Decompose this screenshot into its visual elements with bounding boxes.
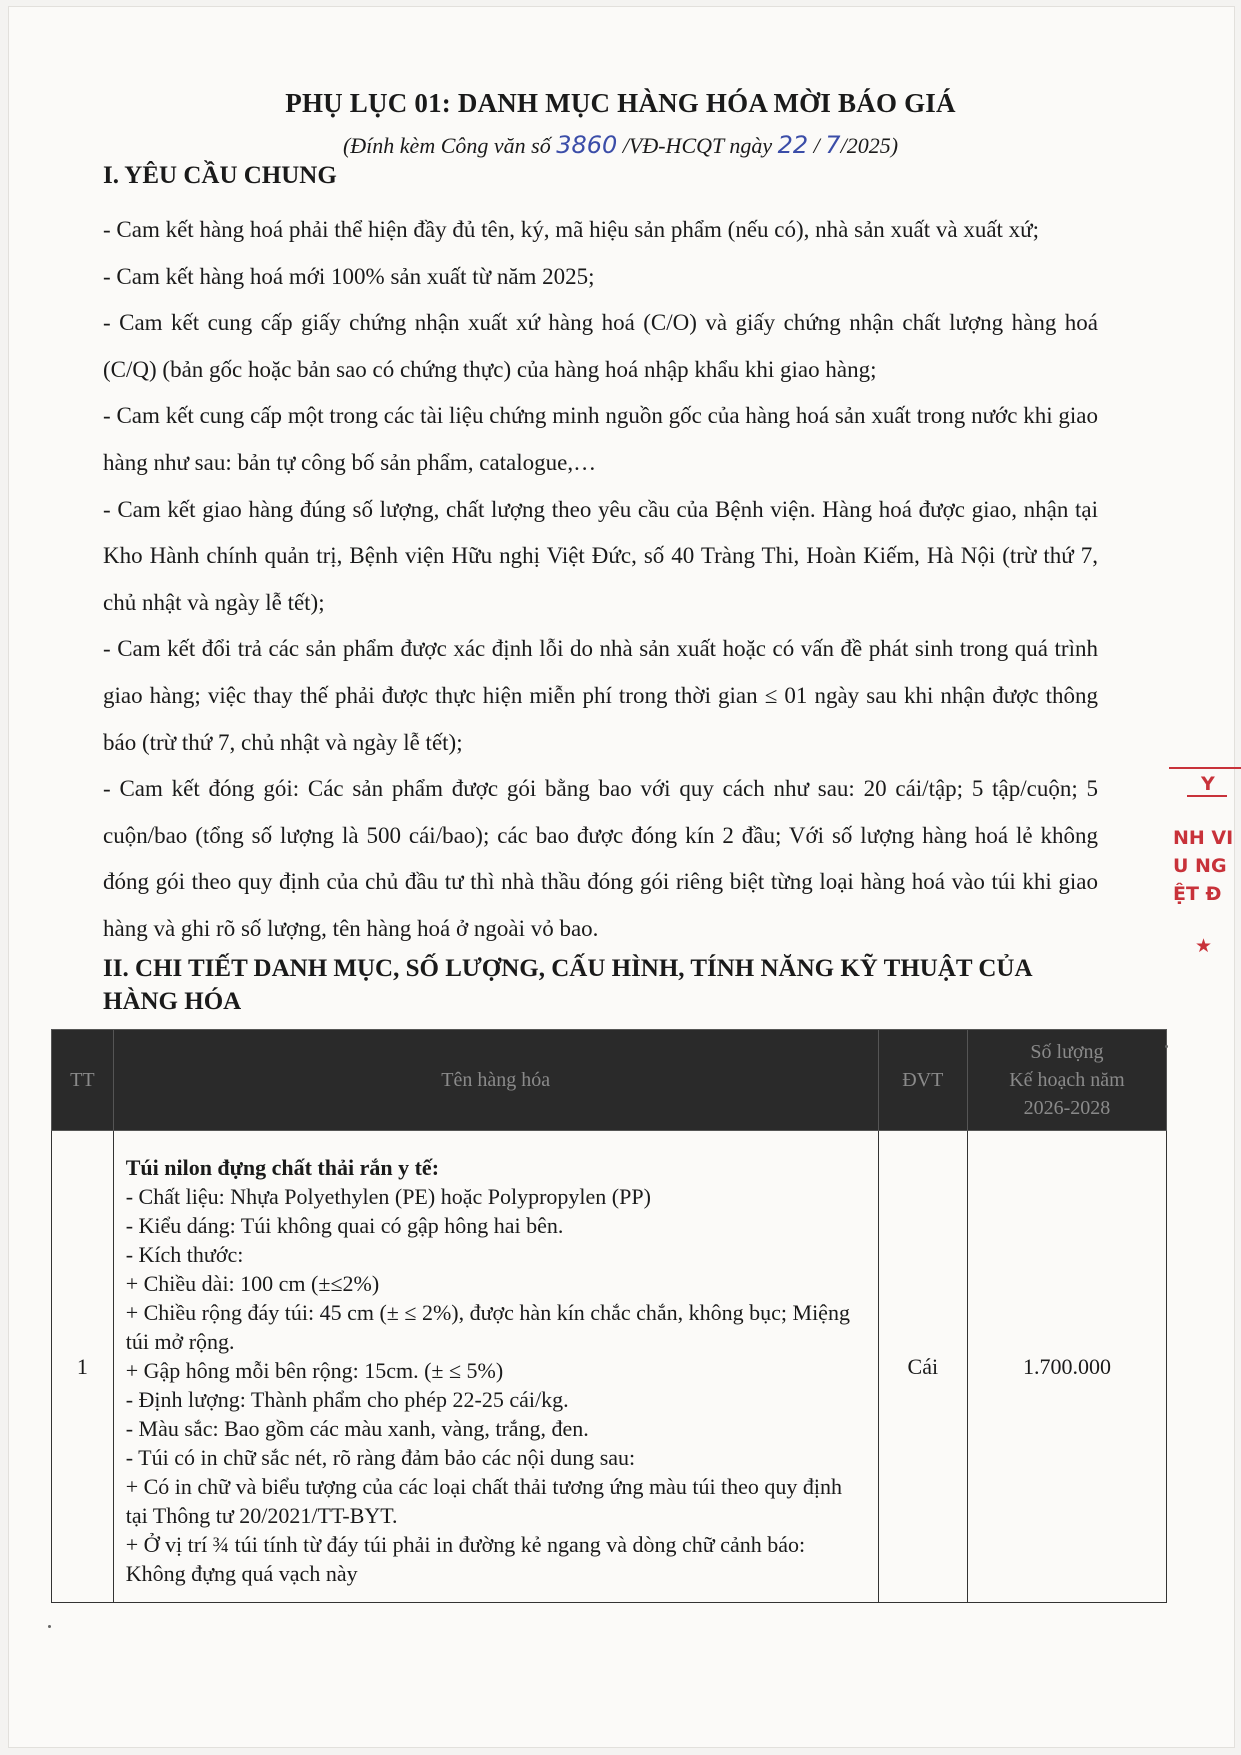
seal-text: ỆT Đ (1173, 883, 1222, 905)
section-2-heading: II. CHI TIẾT DANH MỤC, SỐ LƯỢNG, CẤU HÌNH, TÍNH NĂNG KỸ THUẬT CỦA HÀNG HÓA (103, 955, 1032, 1015)
requirement-paragraph: - Cam kết hàng hoá mới 100% sản xuất từ năm 2025; (103, 263, 595, 289)
spec-line: - Định lượng: Thành phẩm cho phép 22-25 cái/kg. (125, 1387, 569, 1412)
spec-line: - Kích thước: (125, 1242, 244, 1267)
table-row (52, 1131, 1167, 1603)
section-1-body (103, 207, 1098, 953)
goods-table (51, 1029, 1167, 1603)
attachment-reference (0, 131, 1241, 159)
seal-arc (1169, 767, 1241, 769)
red-seal-stamp (1165, 755, 1241, 965)
requirement-paragraph: - Cam kết đổi trả các sản phẩm được xác định lỗi do nhà sản xuất hoặc có vấn đề phát sinh trong quá trình giao hàng; việc thay thế phải được thực hiện miễn phí trong thời gian ≤ 01 ngày sau khi nhận được thông báo (trừ thứ 7, chủ nhật và ngày lễ tết); (103, 636, 1098, 755)
requirement-paragraph: - Cam kết cung cấp giấy chứng nhận xuất xứ hàng hoá (C/O) và giấy chứng nhận chất lượng hàng hoá (C/Q) (bản gốc hoặc bản sao có chứng thực) của hàng hoá nhập khẩu khi giao hàng; (103, 310, 1098, 382)
spec-line: - Kiểu dáng: Túi không quai có gập hông hai bên. (125, 1213, 564, 1238)
seal-star: ★ (1195, 935, 1213, 957)
requirement-paragraph: - Cam kết giao hàng đúng số lượng, chất lượng theo yêu cầu của Bệnh viện. Hàng hoá được giao, nhận tại Kho Hành chính quản trị, Bệnh viện Hữu nghị Việt Đức, số 40 Tràng Thi, Hoàn Kiếm, Hà Nội (trừ thứ 7, chủ nhật và ngày lễ tết); (103, 496, 1098, 615)
scan-dot (1165, 1045, 1168, 1048)
page-title: PHỤ LỤC 01: DANH MỤC HÀNG HÓA MỜI BÁO GIÁ (285, 88, 956, 118)
item-title: Túi nilon đựng chất thải rắn y tế: (125, 1155, 440, 1180)
header-unit: ĐVT (878, 1030, 967, 1131)
seal-line (1187, 795, 1227, 797)
header-qty-line1: Số lượng (1030, 1041, 1104, 1063)
header-stt: TT (52, 1030, 114, 1131)
requirement-paragraph: - Cam kết đóng gói: Các sản phẩm được gói bằng bao với quy cách như sau: 20 cái/tập; 5 tập/cuộn; 5 cuộn/bao (tổng số lượng là 500 cái/bao); các bao được đóng kín 2 đầu; Với số lượng hàng hoá lẻ không đóng gói theo quy định của chủ đầu tư thì nhà thầu đóng gói riêng biệt từng loại hàng hoá vào túi khi giao hàng và ghi rõ số lượng, tên hàng hoá ở ngoài vỏ bao. (103, 776, 1098, 941)
seal-text: NH VI (1173, 827, 1234, 849)
attach-year: /2025) (840, 133, 899, 158)
spec-line: - Túi có in chữ sắc nét, rõ ràng đảm bảo các nội dung sau: (125, 1445, 636, 1470)
header-qty-line2: Kế hoạch năm (1009, 1069, 1125, 1091)
attach-prefix: (Đính kèm Công văn số (342, 133, 551, 158)
requirement-paragraph: - Cam kết cung cấp một trong các tài liệu chứng minh nguồn gốc của hàng hoá sản xuất trong nước khi giao hàng như sau: bản tự công bố sản phẩm, catalogue,… (103, 403, 1098, 475)
spec-line: - Màu sắc: Bao gồm các màu xanh, vàng, trắng, đen. (125, 1416, 589, 1441)
spec-line: + Gập hông mỗi bên rộng: 15cm. (± ≤ 5%) (125, 1358, 504, 1383)
handwritten-doc-number: 3860 (556, 131, 618, 159)
seal-text: U NG (1173, 855, 1227, 877)
spec-line: + Chiều rộng đáy túi: 45 cm (± ≤ 2%), được hàn kín chắc chắn, không bục; Miệng túi mở rộng. (125, 1300, 850, 1354)
row-stt: 1 (52, 1131, 114, 1603)
header-name: Tên hàng hóa (113, 1030, 878, 1131)
header-qty (967, 1030, 1166, 1131)
handwritten-day: 22 (777, 131, 809, 159)
spec-line: + Chiều dài: 100 cm (±≤2%) (125, 1271, 380, 1296)
spec-line: + Ở vị trí ¾ túi tính từ đáy túi phải in đường kẻ ngang và dòng chữ cảnh báo: Không đựng quá vạch này (125, 1532, 806, 1586)
handwritten-month: 7 (825, 131, 841, 159)
date-slash: / (813, 133, 820, 158)
scan-dot (48, 1625, 51, 1628)
table-header-row (52, 1030, 1167, 1131)
header-qty-line3: 2026-2028 (1023, 1097, 1111, 1119)
section-1-heading: I. YÊU CẦU CHUNG (103, 162, 337, 189)
seal-text: Y (1201, 773, 1215, 795)
attach-mid: /VĐ-HCQT ngày (622, 133, 773, 158)
row-qty: 1.700.000 (967, 1131, 1166, 1603)
spec-line: - Chất liệu: Nhựa Polyethylen (PE) hoặc Polypropylen (PP) (125, 1184, 651, 1209)
requirement-paragraph: - Cam kết hàng hoá phải thể hiện đầy đủ tên, ký, mã hiệu sản phẩm (nếu có), nhà sản xuất và xuất xứ; (103, 217, 1040, 242)
spec-line: + Có in chữ và biểu tượng của các loại chất thải tương ứng màu túi theo quy định tại Thông tư 20/2021/TT-BYT. (125, 1474, 843, 1528)
row-unit: Cái (878, 1131, 967, 1603)
row-name (113, 1131, 878, 1603)
